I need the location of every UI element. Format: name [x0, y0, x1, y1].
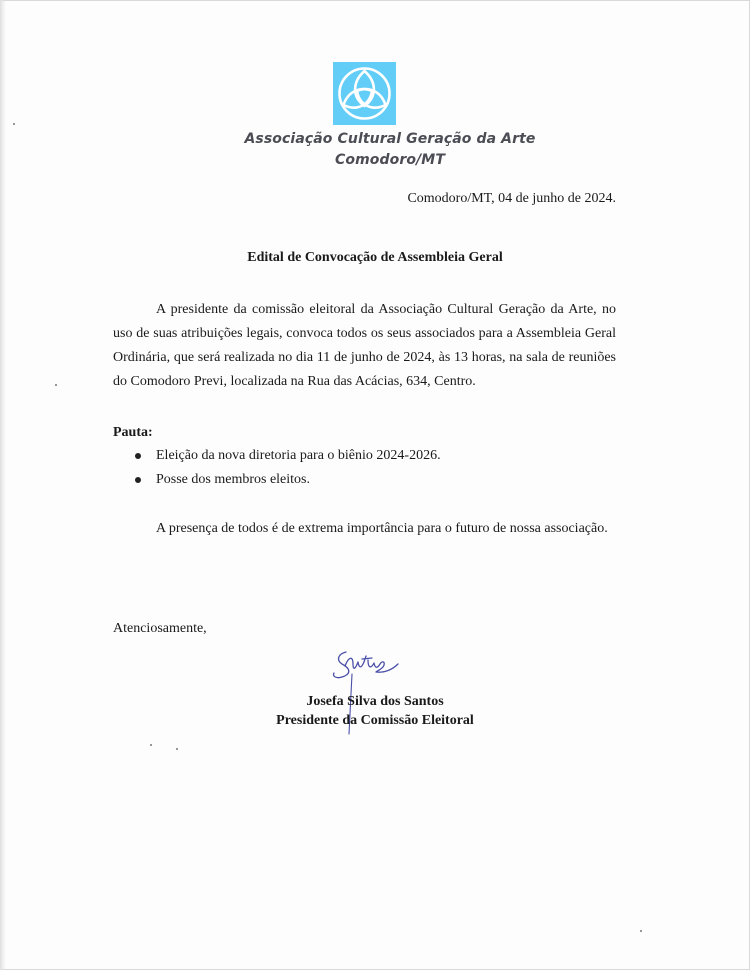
- list-item: [113, 446, 441, 470]
- agenda-item-text: Eleição da nova diretoria para o biênio 2024-2026.: [156, 448, 441, 463]
- trinity-knot-icon: [333, 62, 396, 125]
- organization-logo: [333, 62, 396, 125]
- scan-speck: [55, 384, 57, 386]
- bullet-icon: [135, 477, 141, 483]
- organization-name: Associação Cultural Geração da Arte: [244, 131, 536, 147]
- agenda-label: Pauta:: [113, 425, 153, 440]
- bullet-icon: [135, 453, 141, 459]
- regards-text: Atenciosamente,: [113, 621, 207, 636]
- scan-speck: [176, 748, 178, 750]
- scan-speck: [150, 744, 152, 746]
- document-title: Edital de Convocação de Assembleia Geral: [247, 250, 503, 265]
- document-date: Comodoro/MT, 04 de junho de 2024.: [407, 191, 616, 206]
- closing-paragraph: A presença de todos é de extrema importância para o futuro de nossa associação.: [156, 521, 608, 536]
- scan-edge-shadow: [0, 0, 6, 970]
- convocation-paragraph: A presidente da comissão eleitoral da Associação Cultural Geração da Arte, no uso de suas atribuições legais, convoca todos os seus associados para a Assembleia Geral Ordinária, que será realizada no dia 11 de junho de 2024, às 13 horas, na sala de reuniões do Comodoro Previ, localizada na Rua das Acácias, 634, Centro.: [113, 302, 616, 389]
- signer-name: Josefa Silva dos Santos: [306, 694, 444, 709]
- signer-role: Presidente da Comissão Eleitoral: [276, 713, 474, 728]
- agenda-item-text: Posse dos membros eleitos.: [156, 472, 310, 487]
- list-item: [113, 470, 441, 494]
- agenda-list: [113, 446, 441, 494]
- organization-city: Comodoro/MT: [335, 152, 445, 168]
- scan-speck: [13, 123, 15, 125]
- scan-speck: [640, 930, 642, 932]
